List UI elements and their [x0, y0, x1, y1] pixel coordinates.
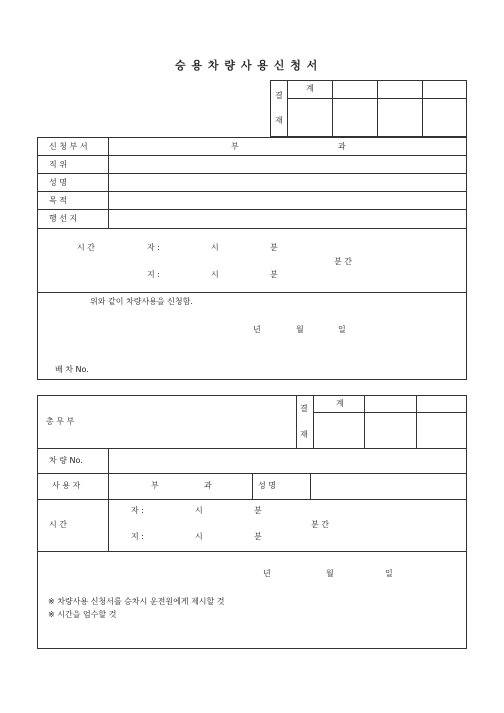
column-divider: [108, 137, 109, 228]
column-divider: [108, 448, 109, 551]
column-divider: [252, 473, 253, 499]
to-label: 지 :: [147, 270, 160, 279]
approval-divider: [296, 395, 297, 448]
position-field[interactable]: [110, 156, 465, 172]
date-day: 일: [338, 325, 346, 334]
dept-label: 신 청 부 서: [49, 142, 88, 151]
approval2-sign-field[interactable]: [365, 413, 415, 447]
vehicle-no-label: 차 량 No.: [49, 456, 83, 465]
column-divider: [310, 473, 311, 499]
approval-label-top: 결: [275, 91, 283, 100]
date-month: 월: [296, 325, 304, 334]
user-name-field[interactable]: [312, 474, 465, 498]
time-label: 시 간: [77, 243, 95, 252]
from-hour: 시: [211, 243, 219, 252]
row-divider: [37, 499, 467, 500]
dept-bu-field[interactable]: [110, 138, 220, 154]
approval-sign-field[interactable]: [423, 99, 466, 136]
to-minute: 분: [270, 270, 278, 279]
approval-sign-field[interactable]: [288, 99, 331, 136]
date-year: 년: [253, 325, 261, 334]
note-present-to-driver: ※ 차량사용 신청서를 승차시 운전원에게 제시할 것: [48, 597, 225, 606]
destination-field[interactable]: [110, 210, 465, 227]
ga-to-hour: 시: [195, 532, 203, 541]
ga-duration-label: 분 간: [311, 520, 329, 529]
user-gwa: 과: [204, 481, 212, 490]
approval2-sign-field[interactable]: [417, 413, 466, 447]
user-bu: 부: [151, 481, 159, 490]
row-divider: [37, 228, 467, 229]
approval-sign-field[interactable]: [333, 99, 376, 136]
name-field[interactable]: [110, 174, 465, 190]
user-gwa-field[interactable]: [160, 474, 202, 498]
row-divider: [37, 551, 467, 552]
name-label: 성 명: [49, 178, 67, 187]
approval-first-col: 계: [306, 84, 314, 93]
user-label: 사 용 자: [52, 481, 81, 490]
ga-date-month: 월: [326, 569, 334, 578]
position-label: 직 위: [49, 160, 67, 169]
dept-gwa: 과: [338, 142, 346, 151]
user-bu-field[interactable]: [110, 474, 148, 498]
approval2-first-col: 계: [336, 399, 344, 408]
ga-time-label: 시 간: [49, 520, 67, 529]
user-name-label: 성 명: [258, 481, 276, 490]
general-affairs-label: 총 무 부: [46, 417, 75, 426]
purpose-field[interactable]: [110, 192, 465, 208]
from-minute: 분: [270, 243, 278, 252]
statement: 위와 같이 차량사용을 신청함.: [90, 297, 193, 306]
purpose-label: 목 적: [49, 196, 67, 205]
dept-gwa-field[interactable]: [245, 138, 333, 154]
approval2-label-top: 결: [300, 404, 308, 413]
ga-from-minute: 분: [254, 506, 262, 515]
approval-label-bottom: 재: [275, 116, 283, 125]
from-label: 자 :: [147, 243, 160, 252]
approval-sign-field[interactable]: [378, 99, 421, 136]
to-hour: 시: [211, 270, 219, 279]
ga-to-label: 지 :: [131, 532, 144, 541]
approval2-sign-field[interactable]: [314, 413, 363, 447]
dept-bu: 부: [231, 142, 239, 151]
form-title: 승 용 차 량 사 용 신 청 서: [175, 59, 319, 72]
approval2-label-bottom: 재: [300, 430, 308, 439]
note-punctuality: ※ 시간을 엄수할 것: [48, 610, 117, 619]
duration-label: 분 간: [334, 257, 352, 266]
ga-from-hour: 시: [195, 506, 203, 515]
vehicle-no-field[interactable]: [110, 449, 465, 472]
dispatch-no-label: 배 차 No.: [55, 365, 89, 374]
ga-date-day: 일: [385, 569, 393, 578]
ga-from-label: 자 :: [131, 506, 144, 515]
ga-to-minute: 분: [254, 532, 262, 541]
destination-label: 행 선 지: [49, 214, 78, 223]
ga-date-year: 년: [263, 569, 271, 578]
row-divider: [37, 292, 467, 293]
